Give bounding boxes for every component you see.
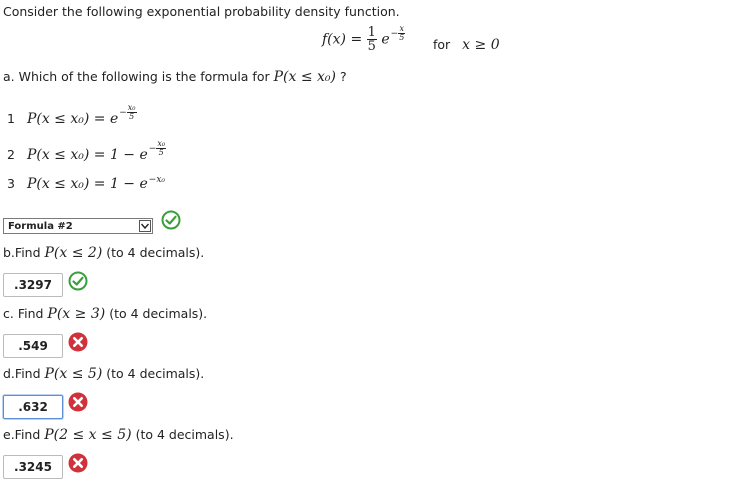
part-b-expr: P(x ≤ 2) (44, 245, 103, 261)
part-d-expr: P(x ≤ 5) (44, 366, 103, 382)
option-exp-den: 5 (129, 112, 135, 121)
part-c-prompt (3, 306, 207, 322)
option-exp-den: 5 (158, 148, 164, 157)
option-number: 3 (7, 176, 15, 191)
part-c-expr: P(x ≥ 3) (47, 306, 106, 322)
option-exp-plain: −x₀ (148, 175, 166, 185)
part-e-suffix: (to 4 decimals). (135, 427, 234, 442)
answer-c-input[interactable]: .549 (3, 334, 63, 358)
part-a-prompt (3, 69, 347, 85)
part-a-prompt-text: a. Which of the following is the formula for (3, 69, 270, 84)
part-b-prompt (3, 245, 204, 261)
formula-select-value: Formula #2 (8, 221, 73, 232)
check-icon (161, 210, 181, 230)
x-icon (68, 392, 88, 412)
part-d-prompt (3, 366, 204, 382)
pdf-fraction-den: 5 (367, 39, 376, 54)
option-expr: P(x ≤ x₀) = e (26, 111, 119, 127)
check-icon (68, 271, 88, 291)
x-icon (68, 332, 88, 352)
pdf-e: e (381, 31, 390, 48)
part-d-prefix: d.Find (3, 366, 41, 381)
option-3 (7, 176, 165, 192)
option-1 (7, 103, 137, 129)
x-icon (68, 453, 88, 473)
pdf-exp-den: 5 (399, 32, 405, 42)
part-e-expr: P(2 ≤ x ≤ 5) (44, 427, 132, 443)
pdf-exponent (390, 23, 406, 42)
option-expr: P(x ≤ x₀) = 1 − e (26, 176, 148, 192)
pdf-fraction (367, 26, 377, 53)
pdf-lhs: f(x) = (322, 31, 363, 48)
option-exp-num: x₀ (157, 139, 166, 148)
answer-e-input[interactable]: .3245 (3, 455, 63, 479)
part-c-suffix: (to 4 decimals). (109, 306, 208, 321)
pdf-fraction-num: 1 (367, 25, 376, 40)
part-a-expr: P(x ≤ x₀) (273, 69, 336, 85)
option-exp-sign: − (148, 144, 157, 154)
option-exp-sign: − (119, 108, 127, 118)
pdf-domain-expr: x ≥ 0 (462, 37, 500, 53)
option-exp-num: x₀ (127, 103, 136, 112)
pdf-exp-sign: − (390, 28, 399, 39)
pdf-formula (322, 23, 405, 54)
option-exponent (119, 103, 136, 121)
pdf-domain-prefix: for (433, 37, 451, 52)
option-exponent (148, 139, 166, 157)
answer-d-input[interactable]: .632 (3, 395, 63, 419)
option-number: 2 (7, 147, 15, 162)
option-expr: P(x ≤ x₀) = 1 − e (26, 147, 148, 163)
formula-select[interactable] (3, 218, 153, 234)
pdf-exp-num: x (399, 23, 405, 33)
intro-text: Consider the following exponential probability density function. (3, 4, 400, 19)
part-e-prefix: e.Find (3, 427, 41, 442)
option-2 (7, 139, 166, 165)
part-d-suffix: (to 4 decimals). (106, 366, 205, 381)
part-b-prefix: b.Find (3, 245, 41, 260)
part-e-prompt (3, 427, 234, 443)
answer-b-input[interactable]: .3297 (3, 273, 63, 297)
part-a-suffix: ? (339, 69, 347, 84)
option-number: 1 (7, 111, 15, 126)
chevron-down-icon[interactable] (139, 220, 151, 232)
part-c-prefix: c. Find (3, 306, 44, 321)
part-b-suffix: (to 4 decimals). (106, 245, 205, 260)
pdf-domain (433, 37, 500, 53)
